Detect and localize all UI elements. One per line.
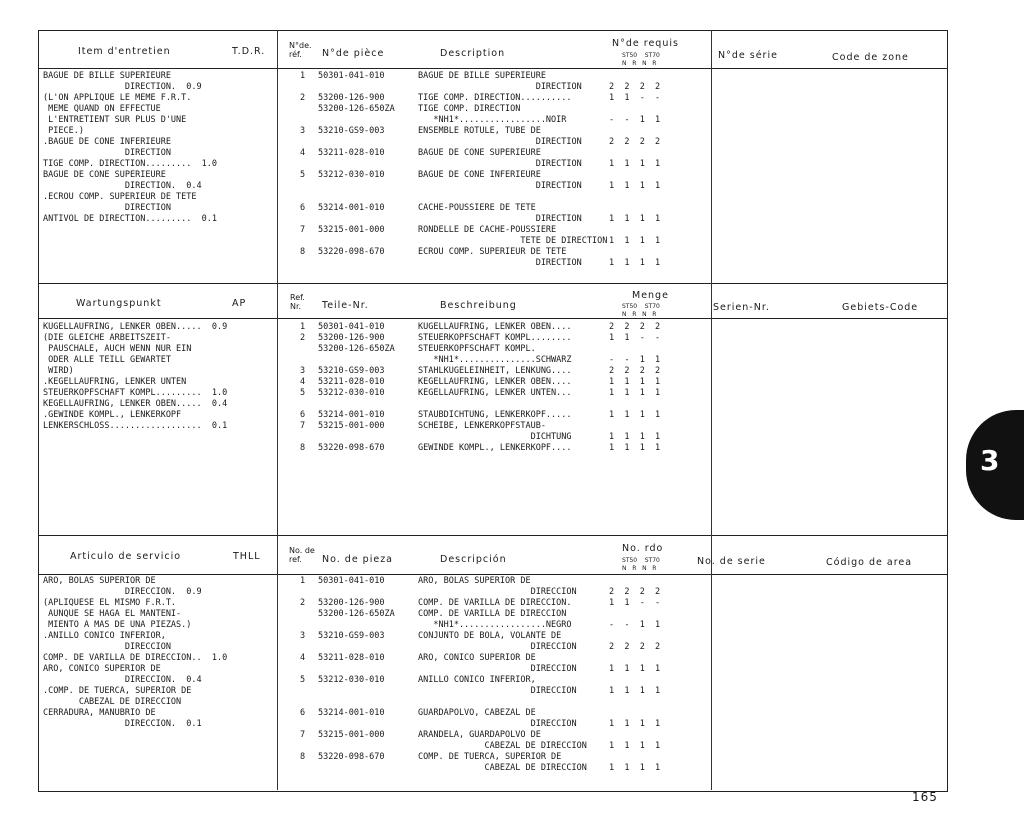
variant-header: N R N R bbox=[622, 311, 657, 318]
zone-header: Código de area bbox=[826, 557, 913, 568]
part-numbers: 50301-041-010 53200-126-900 53200-126-650ZA 53210-GS9-003 53211-028-010 53212-030-010 53214-001-010 53215-001-000 53220-098-670 bbox=[318, 322, 395, 453]
quantity-header: No. rdo bbox=[622, 543, 664, 554]
part-header: No. de pieza bbox=[322, 554, 394, 565]
models-header: ST50 ST70 bbox=[622, 303, 660, 310]
tdr-header: AP bbox=[232, 298, 247, 309]
column-rule bbox=[277, 30, 278, 790]
ref-header: Ref. Nr. bbox=[290, 293, 305, 311]
item-header: Item d'entretien bbox=[78, 46, 171, 57]
descriptions: ARO, BOLAS SUPERIOR DE DIRECCION COMP. DE VARILLA DE DIRECCION. COMP. DE VARILLA DE DIRECCION *NH1*.................NEGRO CONJUNTO DE BOLA, VOLANTE DE DIRECCION ARO, CONICO SUPERIOR DE DIRECCION ANILLO CONICO INFERIOR, DIRECCION GUARDAPOLVO, CABEZAL DE DIRECCION ARANDELA, GUARDAPOLVO DE CABEZAL DE DIRECCION COMP. DE TUERCA, SUPERIOR DE CABEZAL DE DIRECCION bbox=[418, 576, 587, 773]
part-numbers: 50301-041-010 53200-126-900 53200-126-650ZA 53210-GS9-003 53211-028-010 53212-030-010 53214-001-010 53215-001-000 53220-098-670 bbox=[318, 71, 395, 257]
serial-header: N°de série bbox=[718, 50, 778, 61]
tdr-header: THLL bbox=[233, 551, 261, 562]
divider bbox=[38, 535, 948, 536]
divider bbox=[38, 283, 948, 284]
serial-header: Serien-Nr. bbox=[713, 302, 770, 313]
models-header: ST50 ST70 bbox=[622, 52, 660, 59]
ref-header: No. de ref. bbox=[289, 546, 315, 564]
variant-header: N R N R bbox=[622, 565, 657, 572]
quantities: 2 2 2 2 1 1 - - - - 1 1 2 2 2 2 1 1 1 1 1 1 1 1 1 1 1 1 1 1 1 1 1 1 1 1 bbox=[609, 82, 661, 268]
ref-header: N°de. réf. bbox=[289, 41, 312, 59]
quantities: 2 2 2 2 1 1 - - - - 1 1 2 2 2 2 1 1 1 1 1 1 1 1 1 1 1 1 1 1 1 1 1 1 1 1 bbox=[609, 322, 661, 453]
service-items: ARO, BOLAS SUPERIOR DE DIRECCION. 0.9 (APLIQUESE EL MISMO F.R.T. AUNQUE SE HAGA EL MANTENI- MIENTO A MAS DE UNA PIEZAS.) .ANILLO CONICO INFERIOR, DIRECCION COMP. DE VARILLA DE DIRECCION.. 1.0 ARO, CONICO SUPERIOR DE DIRECCION. 0.4 .COMP. DE TUERCA, SUPERIOR DE CABEZAL DE DIRECCION CERRADURA, MANUBRIO DE DIRECCION. 0.1 bbox=[43, 576, 228, 729]
zone-header: Gebiets-Code bbox=[842, 302, 919, 313]
divider bbox=[38, 68, 948, 69]
chapter-number: 3 bbox=[980, 444, 1000, 477]
quantities: 2 2 2 2 1 1 - - - - 1 1 2 2 2 2 1 1 1 1 1 1 1 1 1 1 1 1 1 1 1 1 1 1 1 1 bbox=[609, 587, 661, 773]
item-header: Articulo de servicio bbox=[70, 551, 182, 562]
ref-numbers: 1 2 3 4 5 6 7 8 bbox=[300, 322, 306, 453]
part-header: Teile-Nr. bbox=[322, 300, 369, 311]
descriptions: KUGELLAUFRING, LENKER OBEN.... STEUERKOPFSCHAFT KOMPL........ STEUERKOPFSCHAFT KOMPL. *NH1*...............SCHWARZ STAHLKUGELEINHEIT, LENKUNG.... KEGELLAUFRING, LENKER OBEN.... KEGELLAUFRING, LENKER UNTEN... STAUBDICHTUNG, LENKERKOPF..... SCHEIBE, LENKERKOPFSTAUB- DICHTUNG GEWINDE KOMPL., LENKERKOPF.... bbox=[418, 322, 572, 453]
part-header: N°de pièce bbox=[322, 48, 385, 59]
chapter-tab bbox=[966, 410, 1024, 520]
page-number: 165 bbox=[912, 790, 938, 804]
variant-header: N R N R bbox=[622, 60, 657, 67]
quantity-header: Menge bbox=[632, 290, 669, 301]
item-header: Wartungspunkt bbox=[76, 298, 162, 309]
ref-numbers: 1 2 3 4 5 6 7 8 bbox=[300, 576, 306, 762]
tdr-header: T.D.R. bbox=[232, 46, 266, 57]
part-numbers: 50301-041-010 53200-126-900 53200-126-650ZA 53210-GS9-003 53211-028-010 53212-030-010 53214-001-010 53215-001-000 53220-098-670 bbox=[318, 576, 395, 762]
divider bbox=[38, 318, 948, 319]
descriptions: BAGUE DE BILLE SUPERIEURE DIRECTION TIGE COMP. DIRECTION.......... TIGE COMP. DIRECTION *NH1*.................NOIR ENSEMBLE ROTULE, TUBE DE DIRECTION BAGUE DE CONE SUPERIEURE DIRECTION BAGUE DE CONE INFERIEURE DIRECTION CACHE-POUSSIERE DE TETE DIRECTION RONDELLE DE CACHE-POUSSIERE TETE DE DIRECTION ECROU COMP. SUPERIEUR DE TETE DIRECTION bbox=[418, 71, 608, 268]
description-header: Description bbox=[440, 48, 506, 59]
description-header: Beschreibung bbox=[440, 300, 517, 311]
zone-header: Code de zone bbox=[832, 52, 909, 63]
service-items: BAGUE DE BILLE SUPERIEURE DIRECTION. 0.9 (L'ON APPLIQUE LE MEME F.R.T. MEME QUAND ON EFFECTUE L'ENTRETIENT SUR PLUS D'UNE PIECE.) .BAGUE DE CONE INFERIEURE DIRECTION TIGE COMP. DIRECTION......... 1.0 BAGUE DE CONE SUPERIEURE DIRECTION. 0.4 .ECROU COMP. SUPERIEUR DE TETE DIRECTION ANTIVOL DE DIRECTION......... 0.1 bbox=[43, 71, 217, 224]
description-header: Descripción bbox=[440, 554, 507, 565]
service-items: KUGELLAUFRING, LENKER OBEN..... 0.9 (DIE GLEICHE ARBEITSZEIT- PAUSCHALE, AUCH WENN NUR EIN ODER ALLE TEILL GEWARTET WIRD) .KEGELLAUFRING, LENKER UNTEN STEUERKOPFSCHAFT KOMPL......... 1.0 KEGELLAUFRING, LENKER OBEN..... 0.4 .GEWINDE KOMPL., LENKERKOPF LENKERSCHLOSS.................. 0.1 bbox=[43, 322, 228, 431]
column-rule bbox=[711, 30, 712, 790]
quantity-header: N°de requis bbox=[612, 38, 679, 49]
divider bbox=[38, 574, 948, 575]
ref-numbers: 1 2 3 4 5 6 7 8 bbox=[300, 71, 306, 257]
serial-header: No. de serie bbox=[697, 556, 766, 567]
models-header: ST50 ST70 bbox=[622, 557, 660, 564]
